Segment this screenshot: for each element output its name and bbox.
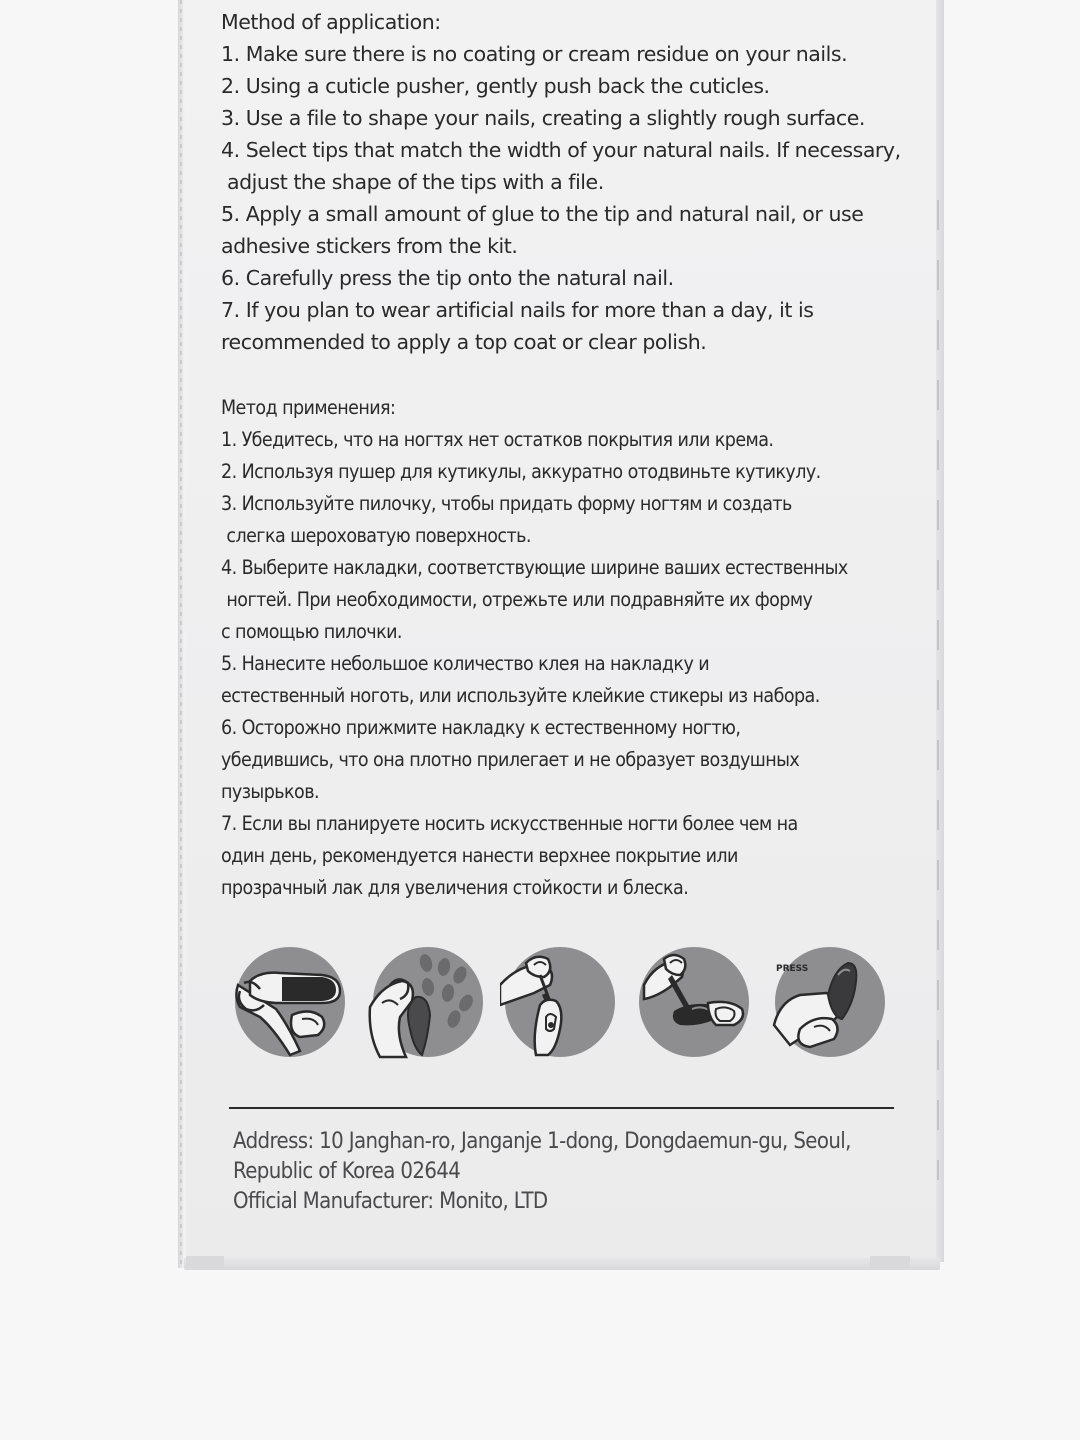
- step-line-en: 6. Carefully press the tip onto the natural nail.: [221, 266, 674, 290]
- step-line-en: adjust the shape of the tips with a file.: [227, 170, 604, 194]
- address-line: Address: 10 Janghan-ro, Janganje 1-dong, Dongdaemun-gu, Seoul,: [233, 1129, 851, 1154]
- step-line-ru: пузырьков.: [221, 780, 319, 803]
- cuticle-push-step-icon: [230, 945, 350, 1065]
- step-line-ru: 7. Если вы планируете носить искусственные ногти более чем на: [221, 812, 798, 835]
- step-line-en: adhesive stickers from the kit.: [221, 234, 518, 258]
- step-line-en: 7. If you plan to wear artificial nails for more than a day, it is: [221, 298, 814, 322]
- step-line-en: 4. Select tips that match the width of your natural nails. If necessary,: [221, 138, 901, 162]
- file-nail-step-icon: [500, 945, 620, 1065]
- step-line-ru: 4. Выберите накладки, соответствующие ширине ваших естественных: [221, 556, 848, 579]
- box-left-edge: [178, 0, 186, 1268]
- step-line-ru: естественный ноготь, или используйте клейкие стикеры из набора.: [221, 684, 820, 707]
- box-flap-right: [870, 1256, 910, 1268]
- step-line-ru: с помощью пилочки.: [221, 620, 402, 643]
- press-tip-step-icon: [770, 945, 890, 1065]
- box-bottom-edge: [184, 1258, 940, 1270]
- glue-step-icon: [634, 945, 754, 1065]
- manufacturer-line: Official Manufacturer: Monito, LTD: [233, 1189, 548, 1214]
- box-right-edge: [936, 0, 944, 1262]
- manufacturer-info: [233, 1127, 913, 1217]
- step-line-en: 2. Using a cuticle pusher, gently push back the cuticles.: [221, 74, 770, 98]
- step-illustrations: [230, 945, 890, 1065]
- step-line-ru: ногтей. При необходимости, отрежьте или подравняйте их форму: [226, 588, 813, 611]
- step-line-ru: прозрачный лак для увеличения стойкости и блеска.: [221, 876, 689, 899]
- step-line-ru: 5. Нанесите небольшое количество клея на накладку и: [221, 652, 710, 675]
- divider-line: [229, 1107, 894, 1109]
- step-line-ru: один день, рекомендуется нанести верхнее покрытие или: [221, 844, 738, 867]
- step-line-ru: слегка шероховатую поверхность.: [226, 524, 531, 547]
- step-line-en: 1. Make sure there is no coating or cream residue on your nails.: [221, 42, 848, 66]
- box-flap-left: [186, 1256, 224, 1268]
- instructions-russian: [221, 392, 921, 904]
- instructions-english: [221, 6, 921, 358]
- nail-tips-step-icon: [368, 945, 488, 1065]
- instructions-heading-ru: Метод применения:: [221, 396, 396, 419]
- step-line-ru: 2. Используя пушер для кутикулы, аккуратно отодвиньте кутикулу.: [221, 460, 821, 483]
- step-line-en: recommended to apply a top coat or clear polish.: [221, 330, 707, 354]
- press-label: PRESS: [776, 964, 809, 974]
- step-line-ru: 1. Убедитесь, что на ногтях нет остатков покрытия или крема.: [221, 428, 774, 451]
- address-line: Republic of Korea 02644: [233, 1159, 461, 1184]
- step-line-en: 5. Apply a small amount of glue to the tip and natural nail, or use: [221, 202, 864, 226]
- instructions: [221, 6, 921, 904]
- instructions-heading-en: Method of application:: [221, 10, 441, 34]
- step-line-en: 3. Use a file to shape your nails, creating a slightly rough surface.: [221, 106, 865, 130]
- step-line-ru: 3. Используйте пилочку, чтобы придать форму ногтям и создать: [221, 492, 792, 515]
- step-line-ru: 6. Осторожно прижмите накладку к естественному ногтю,: [221, 716, 741, 739]
- step-line-ru: убедившись, что она плотно прилегает и не образует воздушных: [221, 748, 800, 771]
